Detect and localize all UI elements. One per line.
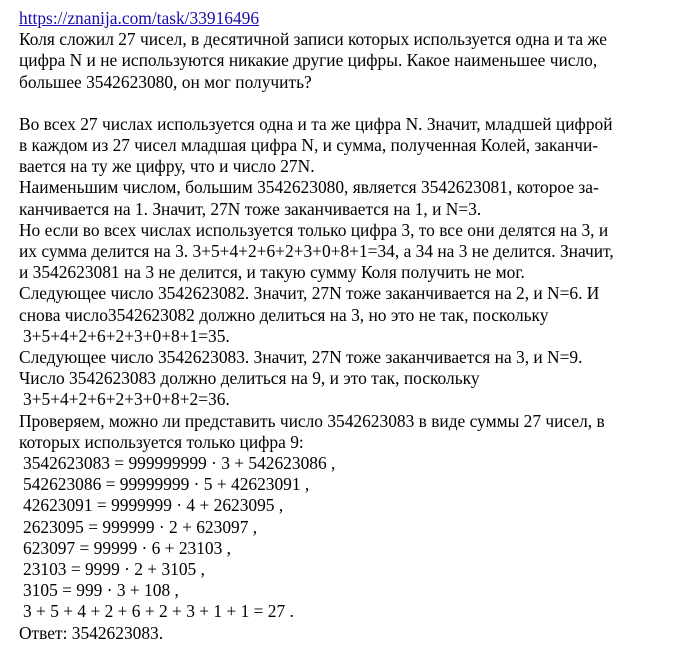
solution-line: канчивается на 1. Значит, 27N тоже заканчивается на 1, и N=3. — [19, 198, 482, 219]
equation-line: 542623086 = 99999999 · 5 + 42623091 , — [23, 474, 310, 495]
equation-list — [19, 453, 667, 623]
solution-line: Наименьшим числом, большим 3542623080, является 3542623081, которое за- — [19, 177, 599, 198]
solution-text — [19, 114, 667, 453]
solution-line: их сумма делится на 3. 3+5+4+2+6+2+3+0+8+1=34, а 34 на 3 не делится. Значит, — [19, 241, 614, 262]
equation-line: 2623095 = 999999 · 2 + 623097 , — [23, 516, 258, 537]
equation-line: 3105 = 999 · 3 + 108 , — [23, 580, 179, 601]
equation-line: 42623091 = 9999999 · 4 + 2623095 , — [23, 495, 284, 516]
equation-line: 3 + 5 + 4 + 2 + 6 + 2 + 3 + 1 + 1 = 27 . — [23, 601, 294, 622]
solution-line: вается на ту же цифру, что и число 27N. — [19, 156, 315, 177]
solution-line: Следующее число 3542623082. Значит, 27N тоже заканчивается на 2, и N=6. И — [19, 283, 600, 304]
solution-line: 3+5+4+2+6+2+3+0+8+1=35. — [23, 325, 230, 346]
equation-line: 23103 = 9999 · 2 + 3105 , — [23, 559, 205, 580]
solution-line: которых используется только цифра 9: — [19, 431, 304, 452]
solution-line: Следующее число 3542623083. Значит, 27N тоже заканчивается на 3, и N=9. — [19, 347, 583, 368]
solution-line: 3+5+4+2+6+2+3+0+8+2=36. — [23, 389, 230, 410]
answer-line: Ответ: 3542623083. — [19, 622, 164, 643]
solution-line: Во всех 27 числах используется одна и та же цифра N. Значит, младшей цифрой — [19, 113, 613, 134]
solution-line: и 3542623081 на 3 не делится, и такую сумму Коля получить не мог. — [19, 262, 525, 283]
problem-line: Коля сложил 27 чисел, в десятичной записи которых используется одна и та же — [19, 29, 607, 50]
problem-statement — [19, 29, 667, 93]
solution-line: Проверяем, можно ли представить число 3542623083 в виде суммы 27 чисел, в — [19, 410, 605, 431]
problem-line: большее 3542623080, он мог получить? — [19, 71, 312, 92]
source-link[interactable]: https://znanija.com/task/33916496 — [19, 8, 260, 28]
solution-line: снова число3542623082 должно делиться на 3, но это не так, поскольку — [19, 304, 549, 325]
equation-line: 623097 = 99999 · 6 + 23103 , — [23, 537, 232, 558]
problem-line: цифра N и не используются никакие другие цифры. Какое наименьшее число, — [19, 50, 598, 71]
paragraph-gap — [19, 93, 667, 114]
solution-line: в каждом из 27 чисел младшая цифра N, и сумма, полученная Колей, заканчи- — [19, 135, 599, 156]
equation-line: 3542623083 = 999999999 · 3 + 542623086 , — [23, 453, 336, 474]
solution-line: Число 3542623083 должно делиться на 9, и это так, поскольку — [19, 368, 480, 389]
solution-line: Но если во всех числах используется только цифра 3, то все они делятся на 3, и — [19, 219, 609, 240]
